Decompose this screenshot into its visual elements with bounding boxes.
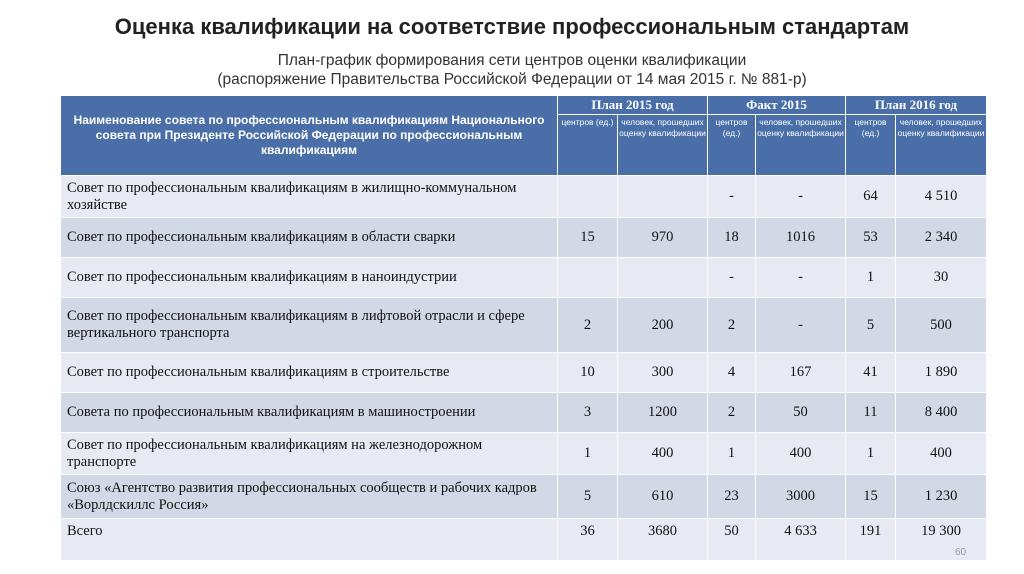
group-header-plan-2015: План 2015 год (558, 96, 708, 115)
fact-2015-centers: - (708, 176, 756, 218)
plan-2015-centers: 2 (558, 298, 618, 353)
plan-2015-people (618, 176, 708, 218)
plan-2016-centers: 1 (846, 433, 896, 475)
plan-2015-centers: 15 (558, 218, 618, 258)
fact-2015-centers: 1 (708, 433, 756, 475)
table-row (61, 298, 987, 353)
fact-2015-centers: 2 (708, 298, 756, 353)
subheader-centers: центров (ед.) (558, 115, 618, 176)
table-row (61, 258, 987, 298)
org-column-header: Наименование совета по профессиональным квалификациям Национального совета при Президенте Российской Федерации по профессиональным квалификациям (61, 96, 558, 176)
total-fact-2015-people: 4 633 (756, 519, 846, 561)
org-name: Совета по профессиональным квалификациям в машиностроении (61, 393, 558, 433)
fact-2015-centers: 23 (708, 475, 756, 519)
org-name: Совет по профессиональным квалификациям в наноиндустрии (61, 258, 558, 298)
total-plan-2016-centers: 191 (846, 519, 896, 561)
table-row (61, 475, 987, 519)
plan-2015-centers: 3 (558, 393, 618, 433)
subheader-people: человек, прошедших оценку квалификации (756, 115, 846, 176)
plan-2015-centers: 10 (558, 353, 618, 393)
table-row (61, 218, 987, 258)
table-row (61, 353, 987, 393)
subheader-centers: центров (ед.) (708, 115, 756, 176)
page-number: 60 (955, 547, 967, 558)
total-fact-2015-centers: 50 (708, 519, 756, 561)
total-row (61, 519, 987, 561)
fact-2015-people: 50 (756, 393, 846, 433)
fact-2015-people: 400 (756, 433, 846, 475)
plan-2016-people: 30 (896, 258, 987, 298)
plan-2016-centers: 53 (846, 218, 896, 258)
subheader-centers: центров (ед.) (846, 115, 896, 176)
fact-2015-people: - (756, 298, 846, 353)
subtitle-line-1: План-график формирования сети центров оценки квалификации (277, 52, 747, 69)
plan-2016-centers: 1 (846, 258, 896, 298)
total-plan-2015-people: 3680 (618, 519, 708, 561)
plan-2016-people: 500 (896, 298, 987, 353)
plan-2015-centers: 1 (558, 433, 618, 475)
table-row (61, 393, 987, 433)
plan-2016-people: 2 340 (896, 218, 987, 258)
plan-2015-centers (558, 176, 618, 218)
subheader-people: человек, прошедших оценку квалификации (896, 115, 987, 176)
fact-2015-people: - (756, 258, 846, 298)
plan-2016-centers: 15 (846, 475, 896, 519)
org-name: Совет по профессиональным квалификациям в строительстве (61, 353, 558, 393)
fact-2015-people: 167 (756, 353, 846, 393)
plan-2016-people: 400 (896, 433, 987, 475)
plan-2015-people: 970 (618, 218, 708, 258)
page-title: Оценка квалификации на соответствие профессиональным стандартам (114, 14, 910, 39)
plan-2015-centers (558, 258, 618, 298)
subtitle-line-2: (распоряжение Правительства Российской Федерации от 14 мая 2015 г. № 881-р) (217, 71, 807, 88)
plan-2016-people: 1 890 (896, 353, 987, 393)
total-plan-2016-people: 19 300 (896, 519, 987, 561)
total-plan-2015-centers: 36 (558, 519, 618, 561)
fact-2015-people: 3000 (756, 475, 846, 519)
subtitle (0, 51, 1024, 89)
plan-2015-people: 1200 (618, 393, 708, 433)
org-name: Совет по профессиональным квалификациям в жилищно-коммунальном хозяйстве (61, 176, 558, 218)
group-header-fact-2015: Факт 2015 (708, 96, 846, 115)
fact-2015-people: 1016 (756, 218, 846, 258)
org-name: Союз «Агентство развития профессиональных сообществ и рабочих кадров «Ворлдскиллс Россия» (61, 475, 558, 519)
org-name: Совет по профессиональным квалификациям на железнодорожном транспорте (61, 433, 558, 475)
group-header-plan-2016: План 2016 год (846, 96, 987, 115)
qualification-table (60, 95, 987, 561)
plan-2016-centers: 5 (846, 298, 896, 353)
table-row (61, 176, 987, 218)
subheader-people: человек, прошедших оценку квалификации (618, 115, 708, 176)
plan-2016-centers: 41 (846, 353, 896, 393)
plan-2015-centers: 5 (558, 475, 618, 519)
table-row (61, 433, 987, 475)
fact-2015-centers: - (708, 258, 756, 298)
total-label: Всего (61, 519, 558, 561)
fact-2015-centers: 18 (708, 218, 756, 258)
plan-2016-people: 8 400 (896, 393, 987, 433)
plan-2016-people: 4 510 (896, 176, 987, 218)
plan-2015-people (618, 258, 708, 298)
plan-2015-people: 400 (618, 433, 708, 475)
plan-2016-people: 1 230 (896, 475, 987, 519)
org-name: Совет по профессиональным квалификациям в области сварки (61, 218, 558, 258)
fact-2015-people: - (756, 176, 846, 218)
plan-2016-centers: 11 (846, 393, 896, 433)
org-name: Совет по профессиональным квалификациям в лифтовой отрасли и сфере вертикального транспорта (61, 298, 558, 353)
fact-2015-centers: 2 (708, 393, 756, 433)
plan-2015-people: 300 (618, 353, 708, 393)
plan-2015-people: 200 (618, 298, 708, 353)
plan-2016-centers: 64 (846, 176, 896, 218)
fact-2015-centers: 4 (708, 353, 756, 393)
plan-2015-people: 610 (618, 475, 708, 519)
